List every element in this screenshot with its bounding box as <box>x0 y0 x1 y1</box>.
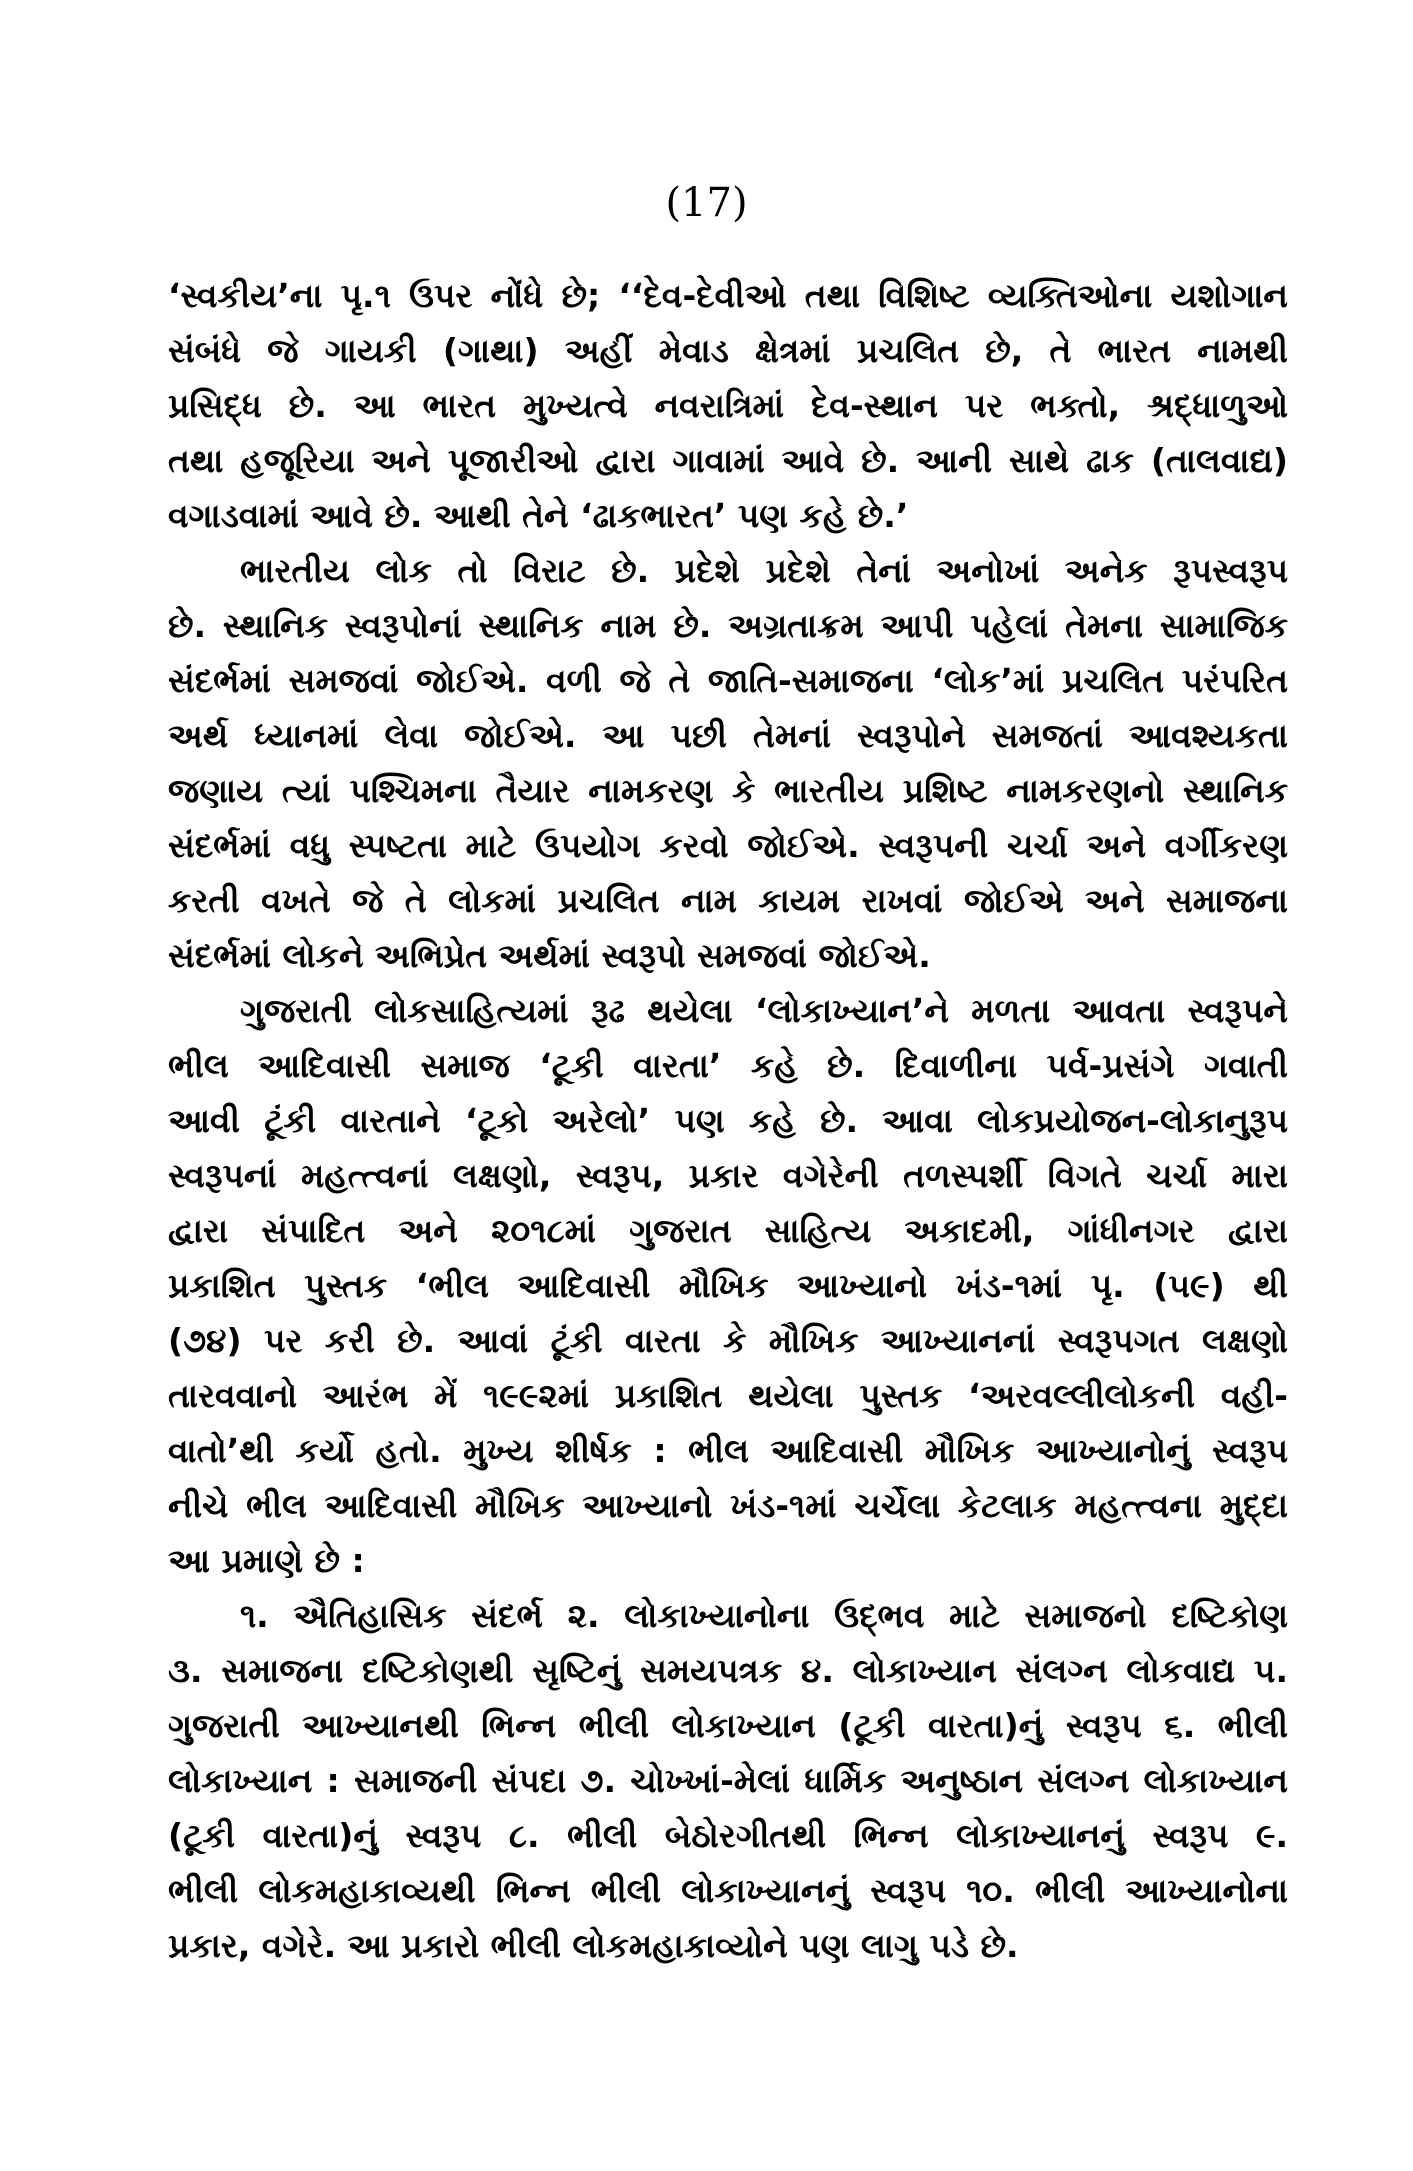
text-line: દ્વારા સંપાદિત અને ૨૦૧૮માં ગુજરાત સાહિત્ય અકાદમી, ગાંધીનગર દ્વારા <box>168 1211 1288 1250</box>
text-line: ગુજરાતી આખ્યાનથી ભિન્ન ભીલી લોકાખ્યાન (ટૂકી વારતા)નું સ્વરૂપ ૬. ભીલી <box>168 1706 1288 1745</box>
text-line: ૩. સમાજના દષ્ટિકોણથી સૃષ્ટિનું સમયપત્રક ૪. લોકાખ્યાન સંલગ્ન લોકવાદ્ય ૫. <box>168 1651 1288 1690</box>
text-line: કરતી વખતે જે તે લોકમાં પ્રચલિત નામ કાયમ રાખવાં જોઈએ અને સમાજના <box>168 881 1288 920</box>
text-line: ભીલ આદિવાસી સમાજ ‘ટૂકી વારતા’ કહે છે. દિવાળીના પર્વ-પ્રસંગે ગવાતી <box>168 1046 1288 1085</box>
text-line: વગાડવામાં આવે છે. આથી તેને ‘ઢાકભારત’ પણ કહે છે.’ <box>168 496 909 535</box>
text-line: ગુજરાતી લોકસાહિત્યમાં રૂઢ થયેલા ‘લોકાખ્યાન’ને મળતા આવતા સ્વરૂપને <box>240 991 1288 1030</box>
text-line: આવી ટૂંકી વારતાને ‘ટૂકો અરેલો’ પણ કહે છે. આવા લોકપ્રયોજન-લોકાનુરૂપ <box>168 1101 1288 1140</box>
text-line: સ્વરૂપનાં મહત્ત્વનાં લક્ષણો, સ્વરૂપ, પ્રકાર વગેરેની તળસ્પર્શી વિગતે ચર્ચા મારા <box>168 1156 1288 1195</box>
text-line: ‘સ્વકીય’ના પૃ.૧ ઉપર નોંધે છે; ‘‘દેવ-દેવીઓ તથા વિશિષ્ટ વ્યક્તિઓના યશોગાન <box>168 276 1288 315</box>
text-line: પ્રકાર, વગેરે. આ પ્રકારો ભીલી લોકમહાકાવ્યોને પણ લાગુ પડે છે. <box>168 1926 1019 1965</box>
text-line: સંદર્ભમાં વધુ સ્પષ્ટતા માટે ઉપયોગ કરવો જોઈએ. સ્વરૂપની ચર્ચા અને વર્ગીકરણ <box>168 826 1288 865</box>
paragraph-2 <box>168 543 1288 983</box>
text-line: આ પ્રમાણે છે : <box>168 1541 365 1580</box>
text-line: છે. સ્થાનિક સ્વરૂપોનાં સ્થાનિક નામ છે. અગ્રતાક્રમ આપી પહેલાં તેમના સામાજિક <box>168 606 1288 645</box>
text-line: વાતો’થી કર્યો હતો. મુખ્ય શીર્ષક : ભીલ આદિવાસી મૌખિક આખ્યાનોનું સ્વરૂપ <box>168 1431 1288 1470</box>
paragraph-3 <box>168 983 1288 1588</box>
text-line: તારવવાનો આરંભ મેં ૧૯૯૨માં પ્રકાશિત થયેલા પુસ્તક ‘અરવલ્લીલોકની વહી- <box>168 1376 1288 1415</box>
text-line: પ્રકાશિત પુસ્તક ‘ભીલ આદિવાસી મૌખિક આખ્યાનો ખંડ-૧માં પૃ. (૫૯) થી <box>168 1266 1288 1305</box>
text-line: નીચે ભીલ આદિવાસી મૌખિક આખ્યાનો ખંડ-૧માં ચર્ચેલા કેટલાક મહત્ત્વના મુદ્દા <box>168 1486 1288 1525</box>
text-line: સંદર્ભમાં લોકને અભિપ્રેત અર્થમાં સ્વરૂપો સમજવાં જોઈએ. <box>168 936 931 975</box>
text-line: અર્થ ધ્યાનમાં લેવા જોઈએ. આ પછી તેમનાં સ્વરૂપોને સમજતાં આવશ્યકતા <box>168 716 1288 755</box>
text-line: ભીલી લોકમહાકાવ્યથી ભિન્ન ભીલી લોકાખ્યાનનું સ્વરૂપ ૧૦. ભીલી આખ્યાનોના <box>168 1871 1288 1910</box>
text-line: (ટૂકી વારતા)નું સ્વરૂપ ૮. ભીલી બેઠોરગીતથી ભિન્ન લોકાખ્યાનનું સ્વરૂપ ૯. <box>168 1816 1288 1855</box>
paragraph-4 <box>168 1588 1288 1973</box>
paragraph-1 <box>168 268 1288 543</box>
text-line: (૭૪) પર કરી છે. આવાં ટૂંકી વારતા કે મૌખિક આખ્યાનનાં સ્વરૂપગત લક્ષણો <box>168 1321 1288 1360</box>
text-line: સંબંધે જે ગાયકી (ગાથા) અહીં મેવાડ ક્ષેત્રમાં પ્રચલિત છે, તે ભારત નામથી <box>168 331 1288 370</box>
text-line: લોકાખ્યાન : સમાજની સંપદા ૭. ચોખ્ખાં-મેલાં ધાર્મિક અનુષ્ઠાન સંલગ્ન લોકાખ્યાન <box>168 1761 1288 1800</box>
text-line: પ્રસિદ્ધ છે. આ ભારત મુખ્યત્વે નવરાત્રિમાં દેવ-સ્થાન પર ભક્તો, શ્રદ્ધાળુઓ <box>168 386 1288 425</box>
page-number: (17) <box>665 180 748 226</box>
text-line: સંદર્ભમાં સમજવાં જોઈએ. વળી જે તે જાતિ-સમાજના ‘લોક’માં પ્રચલિત પરંપરિત <box>168 661 1288 700</box>
text-line: ભારતીય લોક તો વિરાટ છે. પ્રદેશે પ્રદેશે તેનાં અનોખાં અનેક રૂપસ્વરૂપ <box>240 551 1288 590</box>
text-line: તથા હજૂરિયા અને પૂજારીઓ દ્વારા ગાવામાં આવે છે. આની સાથે ઢાક (તાલવાદ્ય) <box>168 441 1288 480</box>
text-line: જણાય ત્યાં પશ્ચિમના તૈયાર નામકરણ કે ભારતીય પ્રશિષ્ટ નામકરણનો સ્થાનિક <box>168 771 1288 810</box>
text-line: ૧. ઐતિહાસિક સંદર્ભ ૨. લોકાખ્યાનોના ઉદ્ભવ માટે સમાજનો દષ્ટિકોણ <box>240 1596 1288 1635</box>
